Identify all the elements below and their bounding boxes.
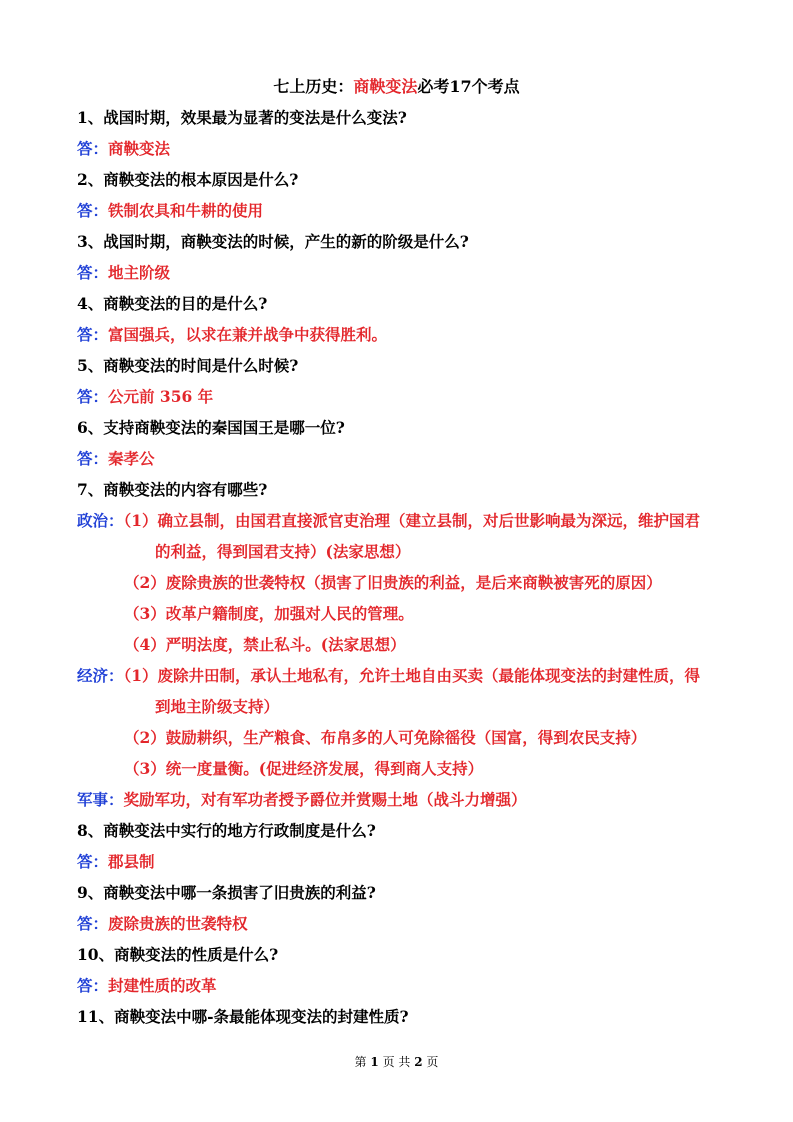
footer-word-3: 页 xyxy=(426,1055,439,1069)
answer-label: 答： xyxy=(77,201,109,220)
answer-2 xyxy=(77,200,263,222)
title-prefix: 七上历史： xyxy=(273,77,354,96)
economy-label: 经济： xyxy=(77,666,124,685)
answer-9 xyxy=(77,913,248,935)
politics-item-1-cont: 的利益，得到国君支持）(法家思想） xyxy=(155,542,411,561)
politics-item-2: （2）废除贵族的世袭特权（损害了旧贵族的利益，是后来商鞅被害死的原因） xyxy=(124,573,662,592)
question-1: 1、战国时期，效果最为显著的变法是什么变法? xyxy=(77,108,407,127)
question-3: 3、战国时期，商鞅变法的时候，产生的新的阶级是什么? xyxy=(77,232,469,251)
politics-label: 政治： xyxy=(77,511,124,530)
answer-5 xyxy=(77,386,213,408)
answer-6 xyxy=(77,448,155,470)
answer-text: 公元前 356 年 xyxy=(108,387,214,406)
question-6: 6、支持商鞅变法的秦国国王是哪一位? xyxy=(77,418,345,437)
answer-text: 郡县制 xyxy=(108,852,155,871)
question-10: 10、商鞅变法的性质是什么? xyxy=(77,945,279,964)
question-7: 7、商鞅变法的内容有哪些? xyxy=(77,480,268,499)
answer-label: 答： xyxy=(77,263,109,282)
answer-8 xyxy=(77,851,155,873)
answer-label: 答： xyxy=(77,325,109,344)
page-title xyxy=(0,76,793,98)
politics-item-3: （3）改革户籍制度，加强对人民的管理。 xyxy=(124,604,414,623)
politics-item-1 xyxy=(77,510,700,532)
question-8: 8、商鞅变法中实行的地方行政制度是什么? xyxy=(77,821,376,840)
economy-item-1 xyxy=(77,665,700,687)
answer-label: 答： xyxy=(77,976,109,995)
answer-text: 地主阶级 xyxy=(108,263,171,282)
economy-item-1-cont: 到地主阶级支持） xyxy=(155,697,280,716)
answer-text: 废除贵族的世袭特权 xyxy=(108,914,248,933)
answer-label: 答： xyxy=(77,914,109,933)
politics-text: （1）确立县制，由国君直接派官吏治理（建立县制，对后世影响最为深远，维护国君 xyxy=(123,511,701,530)
question-4: 4、商鞅变法的目的是什么? xyxy=(77,294,268,313)
answer-1 xyxy=(77,138,170,160)
politics-item-4: （4）严明法度，禁止私斗。(法家思想） xyxy=(124,635,406,654)
title-highlight: 商鞅变法 xyxy=(353,77,418,96)
footer-word-1: 第 xyxy=(354,1055,367,1069)
military-item xyxy=(77,789,527,811)
economy-text: （1）废除井田制，承认土地私有，允许土地自由买卖（最能体现变法的封建性质，得 xyxy=(123,666,701,685)
answer-10 xyxy=(77,975,217,997)
footer-total-pages: 2 xyxy=(414,1055,423,1069)
military-label: 军事： xyxy=(77,790,124,809)
military-text: 奖励军功，对有军功者授予爵位并赏赐土地（战斗力增强） xyxy=(123,790,527,809)
footer-page-number: 1 xyxy=(370,1055,379,1069)
answer-label: 答： xyxy=(77,449,109,468)
economy-item-2: （2）鼓励耕织，生产粮食、布帛多的人可免除徭役（国富，得到农民支持） xyxy=(124,728,647,747)
question-11: 11、商鞅变法中哪-条最能体现变法的封建性质? xyxy=(77,1007,409,1026)
answer-text: 商鞅变法 xyxy=(108,139,171,158)
footer-word-2: 页 共 xyxy=(382,1055,411,1069)
answer-text: 秦孝公 xyxy=(108,449,155,468)
question-2: 2、商鞅变法的根本原因是什么? xyxy=(77,170,299,189)
answer-text: 富国强兵，以求在兼并战争中获得胜利。 xyxy=(108,325,388,344)
answer-label: 答： xyxy=(77,852,109,871)
economy-item-3: （3）统一度量衡。(促进经济发展，得到商人支持） xyxy=(124,759,484,778)
answer-text: 铁制农具和牛耕的使用 xyxy=(108,201,264,220)
question-9: 9、商鞅变法中哪一条损害了旧贵族的利益? xyxy=(77,883,376,902)
answer-label: 答： xyxy=(77,139,109,158)
answer-3 xyxy=(77,262,170,284)
page-footer xyxy=(0,1054,793,1070)
title-suffix: 必考17个考点 xyxy=(417,77,520,96)
answer-text: 封建性质的改革 xyxy=(108,976,217,995)
answer-4 xyxy=(77,324,387,346)
question-5: 5、商鞅变法的时间是什么时候? xyxy=(77,356,299,375)
answer-label: 答： xyxy=(77,387,109,406)
